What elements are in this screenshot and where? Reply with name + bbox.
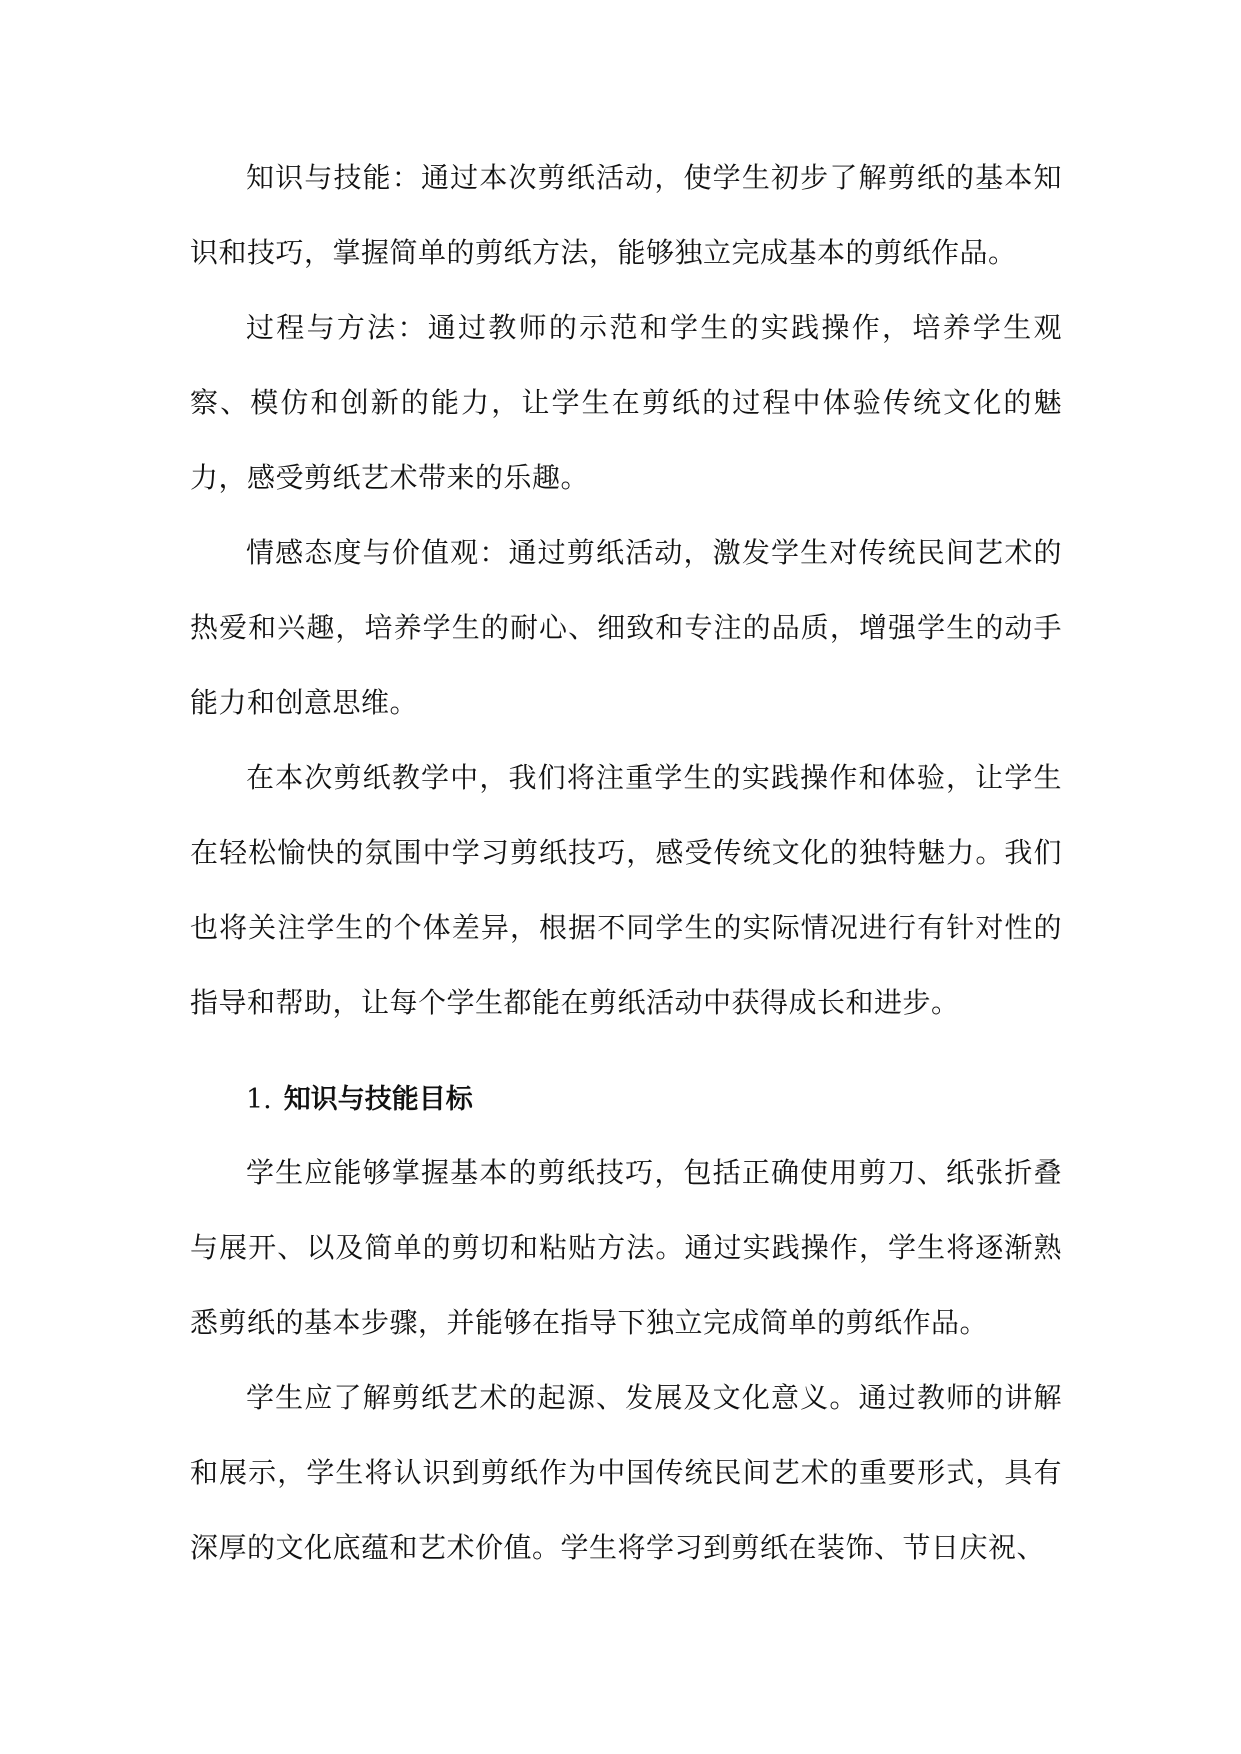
paragraph-knowledge-skills: 知识与技能：通过本次剪纸活动，使学生初步了解剪纸的基本知识和技巧，掌握简单的剪纸方法，能够独立完成基本的剪纸作品。 (190, 161, 1062, 269)
section-heading-number: 1. (246, 1084, 272, 1115)
paragraph-emotion-values: 情感态度与价值观：通过剪纸活动，激发学生对传统民间艺术的热爱和兴趣，培养学生的耐心、细致和专注的品质，增强学生的动手能力和创意思维。 (190, 536, 1062, 719)
paragraph-teaching-approach: 在本次剪纸教学中，我们将注重学生的实践操作和体验，让学生在轻松愉快的氛围中学习剪纸技巧，感受传统文化的独特魅力。我们也将关注学生的个体差异，根据不同学生的实际情况进行有针对性的指导和帮助，让每个学生都能在剪纸活动中获得成长和进步。 (190, 761, 1062, 1019)
paragraph-process-method: 过程与方法：通过教师的示范和学生的实践操作，培养学生观察、模仿和创新的能力，让学生在剪纸的过程中体验传统文化的魅力，感受剪纸艺术带来的乐趣。 (190, 311, 1062, 494)
paragraph-skill-mastery: 学生应能够掌握基本的剪纸技巧，包括正确使用剪刀、纸张折叠与展开、以及简单的剪切和粘贴方法。通过实践操作，学生将逐渐熟悉剪纸的基本步骤，并能够在指导下独立完成简单的剪纸作品。 (190, 1156, 1062, 1339)
section-heading (190, 1040, 1062, 1135)
paragraph-cultural-understanding: 学生应了解剪纸艺术的起源、发展及文化意义。通过教师的讲解和展示，学生将认识到剪纸作为中国传统民间艺术的重要形式，具有深厚的文化底蕴和艺术价值。学生将学习到剪纸在装饰、节日庆祝、 (190, 1381, 1062, 1564)
section-heading-text: 知识与技能目标 (283, 1084, 473, 1115)
document-body (190, 140, 1062, 1585)
